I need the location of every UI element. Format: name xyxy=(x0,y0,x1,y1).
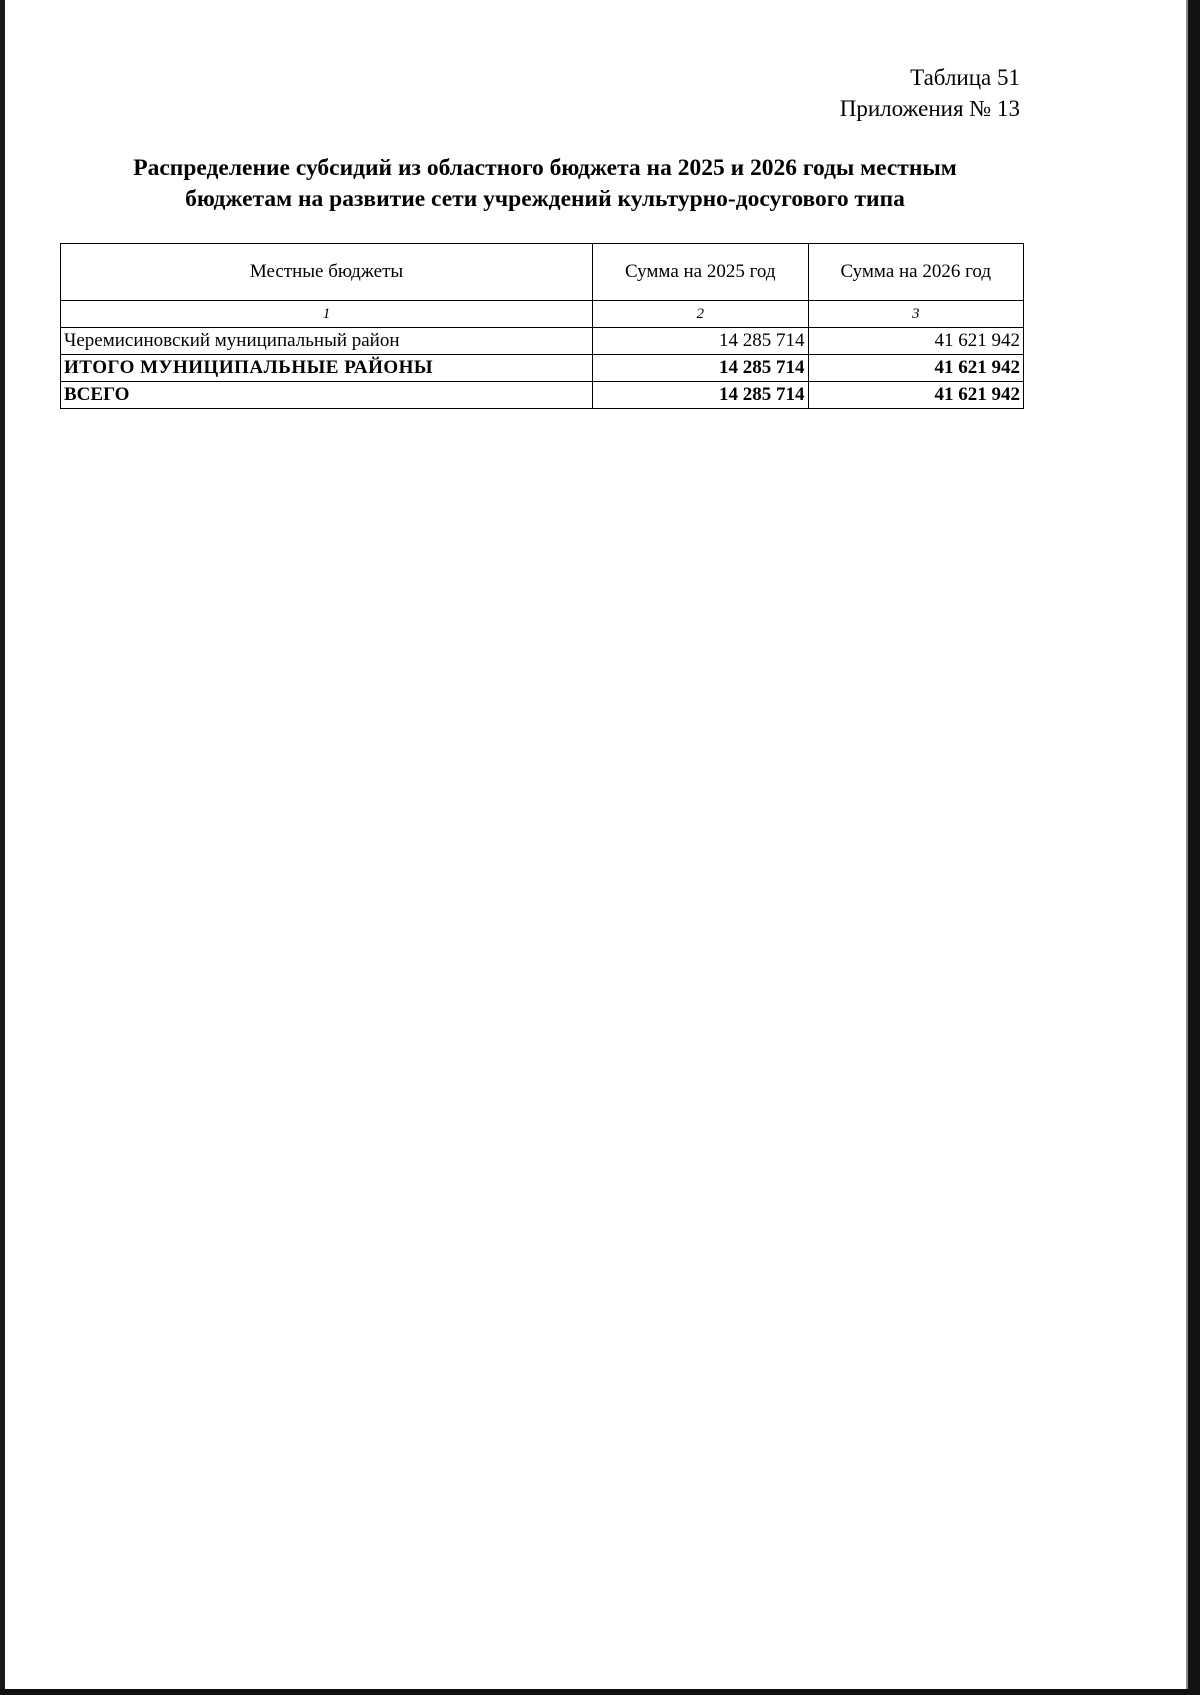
column-number-2: 2 xyxy=(593,301,809,328)
scan-edge-right xyxy=(1188,0,1200,1695)
row-amount-2026: 41 621 942 xyxy=(808,355,1024,382)
table-row xyxy=(61,328,1024,355)
scan-edge-bottom xyxy=(0,1689,1200,1695)
column-header-2026: Сумма на 2026 год xyxy=(808,244,1024,301)
scan-edge-left xyxy=(0,0,5,1695)
row-name: Черемисиновский муниципальный район xyxy=(61,328,593,355)
row-name: ИТОГО МУНИЦИПАЛЬНЫЕ РАЙОНЫ xyxy=(61,355,593,382)
row-amount-2025: 14 285 714 xyxy=(593,355,809,382)
subsidy-table xyxy=(60,243,1024,409)
title-line-2: бюджетам на развитие сети учреждений культурно-досугового типа xyxy=(185,186,905,212)
table-row-subtotal xyxy=(61,355,1024,382)
row-amount-2026: 41 621 942 xyxy=(808,328,1024,355)
table-label: Таблица 51 xyxy=(910,65,1020,90)
row-amount-2025: 14 285 714 xyxy=(593,382,809,409)
table-header-row xyxy=(61,244,1024,301)
column-header-2025: Сумма на 2025 год xyxy=(593,244,809,301)
column-numbering-row xyxy=(61,301,1024,328)
row-amount-2026: 41 621 942 xyxy=(808,382,1024,409)
document-header xyxy=(840,62,1020,124)
title-line-1: Распределение субсидий из областного бюджета на 2025 и 2026 годы местным xyxy=(133,155,957,181)
column-number-3: 3 xyxy=(808,301,1024,328)
table-row-total xyxy=(61,382,1024,409)
column-header-local-budgets: Местные бюджеты xyxy=(61,244,593,301)
column-number-1: 1 xyxy=(61,301,593,328)
row-name: ВСЕГО xyxy=(61,382,593,409)
row-amount-2025: 14 285 714 xyxy=(593,328,809,355)
appendix-label: Приложения № 13 xyxy=(839,96,1020,121)
document-title xyxy=(60,153,1030,215)
